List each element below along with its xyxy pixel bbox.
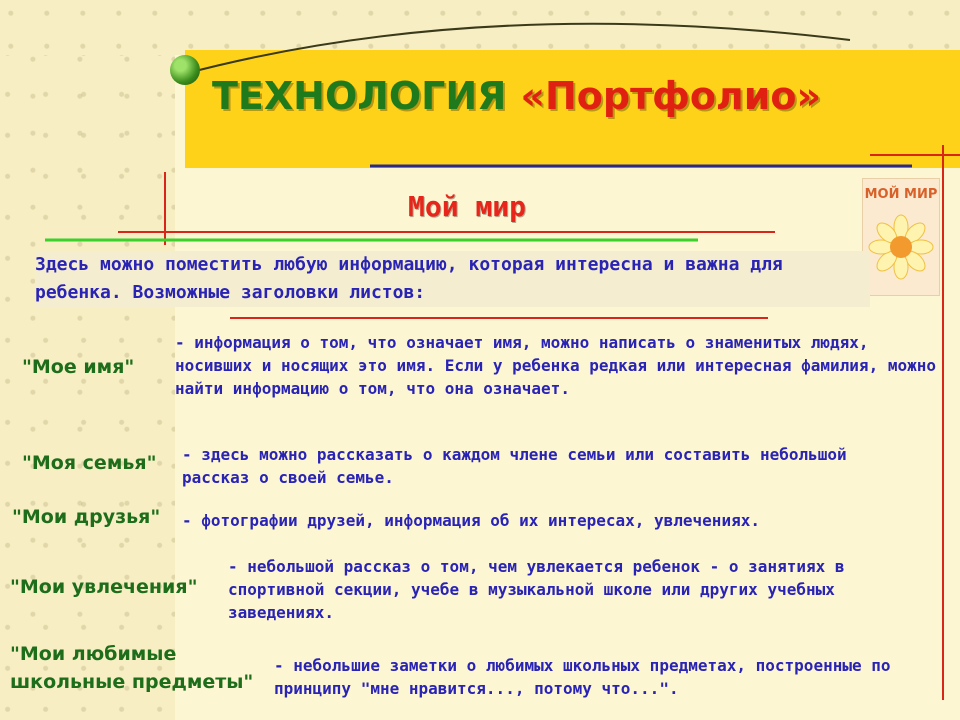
heading-my-friends: "Мои друзья" (12, 506, 161, 528)
heading-my-name: "Мое имя" (22, 356, 135, 378)
title-technology: ТЕХНОЛОГИЯ (212, 74, 507, 118)
intro-text: Здесь можно поместить любую информацию, которая интересна и важна для ребенка. Возможные заголовки листов: (35, 251, 870, 307)
desc-my-name: - информация о том, что означает имя, можно написать о знаменитых людях, носивших и носящих это имя. Если у ребенка редкая или интересная фамилия, можно найти информацию о том, что она означает. (175, 333, 936, 398)
heading-my-hobbies: "Мои увлечения" (10, 576, 198, 598)
title-portfolio: «Портфолио» (520, 74, 822, 118)
sun-flower-icon (863, 179, 939, 295)
logo-text: МОЙ МИР (864, 187, 938, 202)
my-world-logo (862, 178, 940, 296)
desc-my-hobbies: - небольшой рассказ о том, чем увлекается ребенок - о занятиях в спортивной секции, учебе в музыкальной школе или других учебных заведениях. (228, 557, 845, 622)
decorative-arc (180, 24, 850, 75)
heading-favorite-subjects: "Мои любимые школьные предметы" (10, 643, 254, 693)
section-subtitle: Мой мир (408, 190, 527, 223)
green-bullet-ball (170, 55, 200, 85)
page-title (212, 74, 821, 118)
heading-my-family: "Моя семья" (22, 452, 157, 474)
desc-my-friends: - фотографии друзей, информация об их интересах, увлечениях. (182, 511, 760, 530)
desc-favorite-subjects: - небольшие заметки о любимых школьных предметах, построенные по принципу "мне нравится..., потому что...". (274, 656, 891, 698)
desc-my-family: - здесь можно рассказать о каждом члене семьи или составить небольшой рассказ о своей семье. (182, 445, 847, 487)
